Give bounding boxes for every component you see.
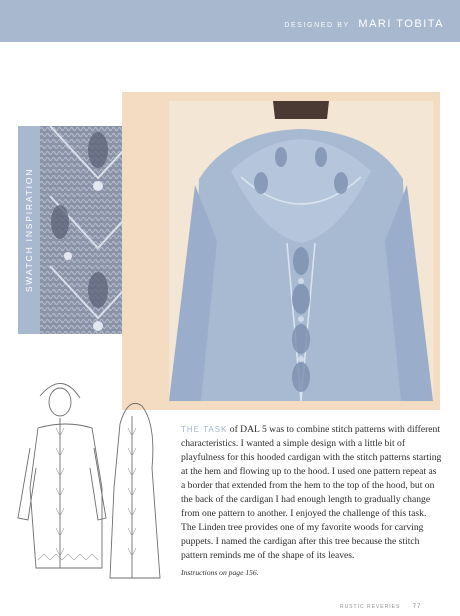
article-lead: THE TASK	[181, 425, 228, 434]
page-number: 77	[412, 604, 422, 610]
cardigan-photo	[169, 101, 433, 401]
hooded-cardigan-image	[169, 101, 433, 401]
article-text	[181, 423, 443, 563]
cardigan-sketch-image	[14, 368, 164, 608]
instructions-note: Instructions on page 156.	[181, 568, 259, 577]
designed-by-label: DESIGNED BY	[284, 22, 350, 29]
designer-name: MARI TOBITA	[358, 18, 444, 30]
designer-credit	[284, 14, 444, 32]
design-sketch	[14, 368, 164, 608]
page-footer	[340, 604, 460, 610]
swatch-label-text: SWATCH INSPIRATION	[24, 167, 35, 293]
article-body: of DAL 5 was to combine stitch patterns with different characteristics. I wanted a simple design with a little bit of playfulness for this hooded cardigan with the stitch patterns starting at the hem and flowing up to the hood. I used one pattern repeat as a border that extended from the hem to the top of the hood, but on the back of the cardigan I had enough length to gradually change from one pattern to another. I enjoyed the challenge of this task. The Linden tree provides one of my favorite woods for carving puppets. I named the cardigan after this tree because the stitch pattern reminds me of the shape of its leaves.	[181, 424, 442, 561]
book-title: RUSTIC REVERIES	[340, 604, 401, 610]
swatch-label	[18, 126, 40, 334]
